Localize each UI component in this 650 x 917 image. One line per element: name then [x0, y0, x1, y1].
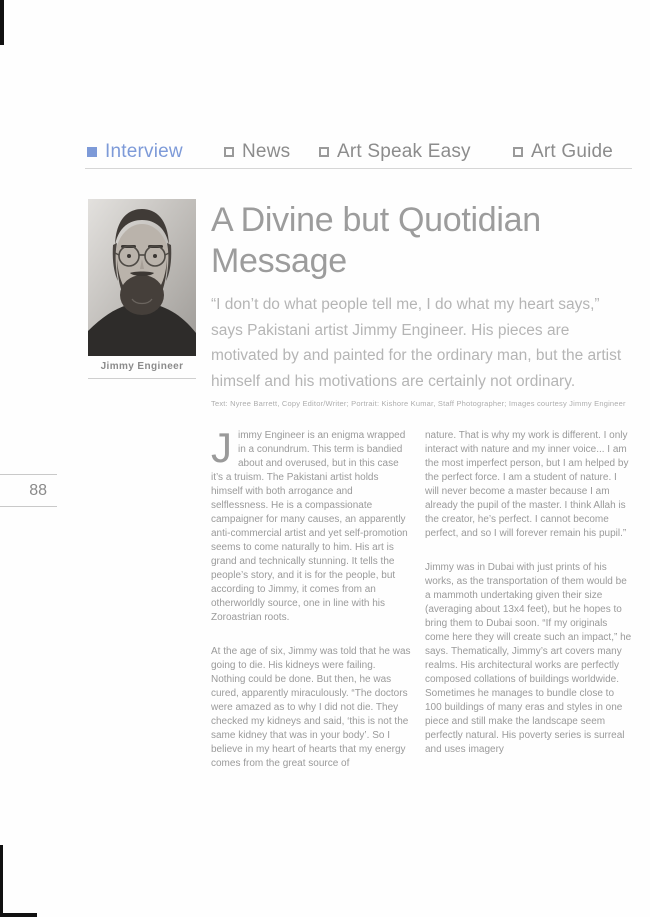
body-column-1	[211, 424, 411, 791]
crop-mark-bottom	[0, 913, 37, 917]
nav-tab-interview[interactable]	[87, 141, 183, 163]
nav-tab-label: News	[242, 141, 291, 162]
body-column-2	[425, 429, 633, 777]
article-credits: Text: Nyree Barrett, Copy Editor/Writer; Portrait: Kishore Kumar, Staff Photographer; Images courtesy Jimmy Engineer	[211, 399, 626, 408]
portrait-image	[88, 199, 196, 356]
body-paragraph: At the age of six, Jimmy was told that he was going to die. His kidneys were failing. Nothing could be done. But then, he was cured, apparently miraculously. “The doctors were amazed as to why I did not die. They checked my kidneys and said, ‘this is not the same kidney that was in your body’. So I believe in my heart of hearts that my energy comes from the great source of	[211, 646, 411, 769]
paragraph-text: immy Engineer is an enigma wrapped in a conundrum. This term is bandied about and overused, but in this case it’s a truism. The Pakistani artist holds himself with both arrogance and selflessness. He is a compassionate campaigner for many causes, an apparently anti-commercial artist and yet self-promotion seems to come naturally to him. His art is grand and technically stunning. It tells the people’s story, and it is for the people, but according to Jimmy, it comes from an otherworldly source, one in line with his Zoroastrian roots.	[211, 430, 408, 623]
filled-square-bullet-icon	[87, 147, 97, 157]
body-paragraph	[211, 424, 411, 625]
nav-divider-line	[85, 168, 632, 169]
crop-mark-bottom-left	[0, 845, 3, 917]
article-title: A Divine but Quotidian Message	[211, 201, 541, 280]
crop-mark-top-left	[0, 0, 4, 45]
nav-tab-art-speak-easy[interactable]	[319, 141, 471, 163]
page-number-tab	[0, 474, 57, 507]
hollow-square-bullet-icon	[513, 147, 523, 157]
drop-cap: J	[211, 424, 232, 471]
nav-tab-label: Interview	[105, 141, 183, 162]
portrait-photo	[88, 199, 196, 356]
page-number: 88	[29, 482, 47, 499]
nav-tab-news[interactable]	[224, 141, 290, 163]
body-paragraph: Jimmy was in Dubai with just prints of his works, as the transportation of them would be a mammoth undertaking given their size (averaging about 13x4 feet), but he hopes to bring them to Dubai soon. “If my originals come here they will create such an impact,” he says. Thematically, Jimmy’s art covers many realms. His architectural works are perfectly composed collations of buildings worldwide. Sometimes he manages to bundle close to 100 buildings of many eras and styles in one piece and still make the landscape seem perfectly natural. His poverty series is surreal and uses imagery	[425, 562, 632, 755]
nav-tab-label: Art Speak Easy	[337, 141, 471, 162]
portrait-divider-line	[88, 378, 196, 379]
hollow-square-bullet-icon	[319, 147, 329, 157]
article-lede: “I don’t do what people tell me, I do what my heart says,” says Pakistani artist Jimmy Engineer. His pieces are motivated by and painted for the ordinary man, but the artist himself and his motivations are certainly not ordinary.	[211, 296, 622, 390]
hollow-square-bullet-icon	[224, 147, 234, 157]
portrait-caption: Jimmy Engineer	[100, 361, 184, 372]
body-paragraph: nature. That is why my work is different. I only interact with nature and my inner voice... I am the most imperfect person, but I am helped by the perfect force. I am a student of nature. I will never become a master because I am already the pupil of the master. I think Allah is the creator, he’s perfect. I cannot become perfect, and so I will forever remain his pupil.”	[425, 430, 629, 539]
nav-tab-art-guide[interactable]	[513, 141, 613, 163]
nav-tab-label: Art Guide	[531, 141, 614, 162]
